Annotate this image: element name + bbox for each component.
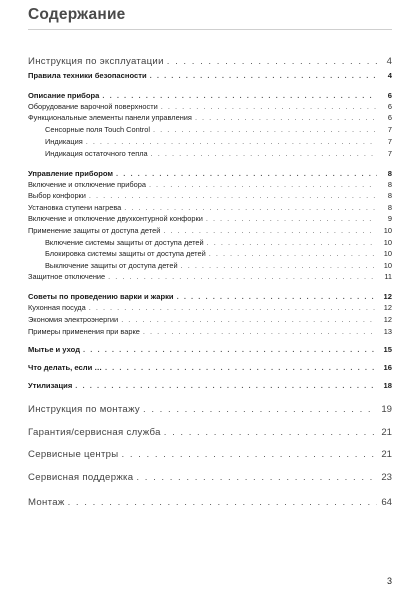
toc-leader-dots [121, 315, 377, 324]
toc-entry-title: Правила техники безопасности [28, 71, 147, 80]
toc-entry-title: Инструкция по эксплуатации [28, 56, 164, 67]
toc-entry-title: Описание прибора [28, 91, 100, 100]
toc-entry [28, 102, 392, 111]
toc-entry-title: Оборудование варочной поверхности [28, 102, 158, 111]
toc-entry-page: 8 [387, 191, 392, 200]
toc-entry-page: 15 [383, 345, 392, 354]
page-title: Содержание [28, 6, 126, 23]
toc-entry-title: Примеры применения при варке [28, 327, 140, 336]
toc-leader-dots [83, 345, 377, 354]
toc-entry-page: 10 [383, 226, 392, 235]
toc-leader-dots [136, 472, 377, 483]
toc-entry-page: 12 [383, 315, 392, 324]
toc-entry [28, 345, 392, 354]
toc-entry-title: Применение защиты от доступа детей [28, 226, 161, 235]
toc-entry [28, 203, 392, 212]
toc-entry-title: Индикация [45, 137, 83, 146]
toc-entry-page: 18 [383, 381, 392, 390]
toc-entry [28, 191, 392, 200]
toc-entry [28, 303, 392, 312]
toc-entry-page: 10 [383, 249, 392, 258]
toc-entry-title: Монтаж [28, 497, 65, 508]
toc-entry [28, 91, 392, 100]
toc-entry-page: 16 [383, 363, 392, 372]
toc-entry [28, 315, 392, 324]
toc-leader-dots [153, 125, 377, 134]
toc-leader-dots [163, 226, 377, 235]
toc-entry [28, 249, 392, 258]
toc-leader-dots [122, 449, 378, 460]
toc-entry [28, 427, 392, 438]
toc-leader-dots [207, 238, 377, 247]
toc-entry-page: 11 [384, 272, 392, 281]
toc-entry-page: 12 [383, 303, 392, 312]
toc-entry-page: 4 [387, 71, 392, 80]
toc-leader-dots [116, 169, 377, 178]
toc-entry-page: 7 [387, 137, 392, 146]
toc-leader-dots [164, 427, 377, 438]
toc-entry-title: Индикация остаточного тепла [45, 149, 148, 158]
toc-entry [28, 497, 392, 508]
toc-entry-page: 21 [381, 449, 392, 460]
toc-entry [28, 71, 392, 80]
toc-entry-title: Советы по проведению варки и жарки [28, 292, 174, 301]
toc-entry-page: 9 [387, 214, 392, 223]
toc-entry [28, 472, 392, 483]
toc-entry-page: 7 [387, 125, 392, 134]
toc-entry-title: Утилизация [28, 381, 73, 390]
toc-entry-page: 6 [387, 102, 392, 111]
toc-entry-page: 10 [383, 261, 392, 270]
toc-entry-title: Гарантия/сервисная служба [28, 427, 161, 438]
toc-entry-title: Инструкция по монтажу [28, 404, 140, 415]
toc-leader-dots [150, 71, 377, 80]
toc-entry-title: Включение системы защиты от доступа детей [45, 238, 204, 247]
toc-entry-title: Экономия электроэнергии [28, 315, 119, 324]
toc-entry-title: Включение и отключение двухконтурной конфорки [28, 214, 203, 223]
toc-entry-page: 23 [381, 472, 392, 483]
toc-leader-dots [149, 180, 377, 189]
toc-entry [28, 169, 392, 178]
toc-entry-page: 6 [387, 91, 392, 100]
toc-entry [28, 363, 392, 372]
toc-entry [28, 113, 392, 122]
toc-leader-dots [89, 303, 377, 312]
toc-leader-dots [209, 249, 377, 258]
toc-leader-dots [68, 497, 377, 508]
toc-leader-dots [143, 404, 377, 415]
toc-entry [28, 214, 392, 223]
toc-leader-dots [86, 137, 377, 146]
toc-entry [28, 381, 392, 390]
toc-entry-title: Что делать, если … [28, 363, 102, 372]
toc-entry-title: Блокировка системы защиты от доступа детей [45, 249, 206, 258]
toc-entry-title: Установка ступени нагрева [28, 203, 122, 212]
toc-leader-dots [151, 149, 377, 158]
toc-entry [28, 449, 392, 460]
toc-entry-page: 6 [387, 113, 392, 122]
toc-entry-title: Выключение защиты от доступа детей [45, 261, 178, 270]
toc-entry [28, 272, 392, 281]
toc-entry-title: Кухонная посуда [28, 303, 86, 312]
toc-entry [28, 56, 392, 67]
toc-leader-dots [105, 363, 377, 372]
toc-entry-page: 7 [387, 149, 392, 158]
toc-entry [28, 137, 392, 146]
page-number: 3 [386, 576, 392, 586]
toc-entry-page: 13 [383, 327, 392, 336]
toc-entry-page: 64 [381, 497, 392, 508]
toc-entry-page: 8 [387, 169, 392, 178]
toc-entry-title: Сенсорные поля Touch Control [45, 125, 151, 134]
toc-entry [28, 149, 392, 158]
toc-leader-dots [161, 102, 377, 111]
toc-entry [28, 261, 392, 270]
toc-entry-page: 4 [386, 56, 392, 67]
toc-entry-title: Мытье и уход [28, 345, 81, 354]
toc-entry-page: 10 [383, 238, 392, 247]
toc-entry-title: Выбор конфорки [28, 191, 86, 200]
toc-entry [28, 180, 392, 189]
toc-leader-dots [143, 327, 377, 336]
toc-entry-page: 21 [381, 427, 392, 438]
toc-entry [28, 292, 392, 301]
toc-entry-title: Сервисная поддержка [28, 472, 134, 483]
title-divider [28, 29, 392, 30]
toc-entry-page: 12 [383, 292, 392, 301]
toc-leader-dots [89, 191, 377, 200]
toc-leader-dots [181, 261, 377, 270]
toc-leader-dots [177, 292, 377, 301]
toc-entry [28, 327, 392, 336]
toc-entry-title: Сервисные центры [28, 449, 119, 460]
toc-entry-title: Защитное отключение [28, 272, 106, 281]
toc-entry [28, 226, 392, 235]
toc-entry [28, 125, 392, 134]
toc-entry-title: Включение и отключение прибора [28, 180, 146, 189]
toc-leader-dots [75, 381, 377, 390]
toc-entry-page: 8 [387, 203, 392, 212]
toc-leader-dots [195, 113, 377, 122]
toc-leader-dots [102, 91, 377, 100]
toc-entry [28, 404, 392, 415]
toc-entry [28, 238, 392, 247]
toc-leader-dots [167, 56, 377, 67]
toc-entry-title: Функциональные элементы панели управления [28, 113, 192, 122]
toc-entry-title: Управление прибором [28, 169, 114, 178]
toc-leader-dots [206, 214, 377, 223]
toc-leader-dots [124, 203, 377, 212]
toc-leader-dots [108, 272, 377, 281]
toc-entry-page: 8 [387, 180, 392, 189]
toc-entry-page: 19 [381, 404, 392, 415]
